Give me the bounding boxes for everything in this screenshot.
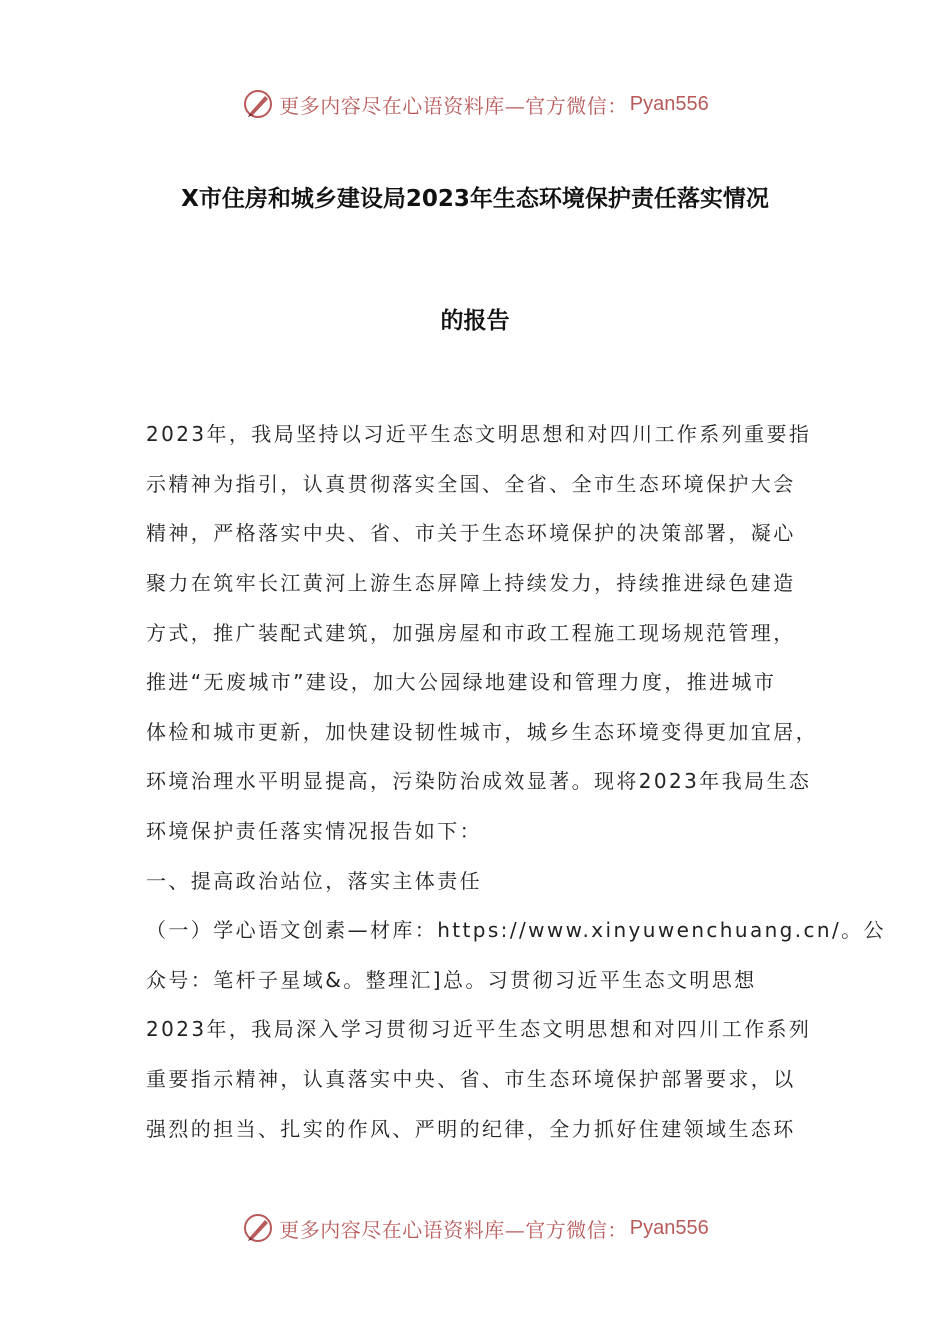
document-title-line-2: 的报告 bbox=[440, 308, 510, 334]
body-line: 环境治理水平明显提高，污染防治成效显著。现将2023年我局生态 bbox=[146, 769, 812, 793]
body-line: 重要指示精神，认真落实中央、省、市生态环境保护部署要求，以 bbox=[146, 1067, 796, 1091]
body-line: 众号：笔杆子星域&。整理汇]总。习贯彻习近平生态文明思想 bbox=[146, 968, 757, 992]
body-line: 体检和城市更新，加快建设韧性城市，城乡生态环境变得更加宜居， bbox=[146, 720, 818, 744]
footer-watermark bbox=[0, 1208, 950, 1248]
body-line: 环境保护责任落实情况报告如下： bbox=[146, 819, 482, 843]
watermark-wechat-id: Pyan556 bbox=[629, 1216, 709, 1239]
watermark-wechat-id: Pyan556 bbox=[629, 92, 709, 115]
document-title-line-1: X市住房和城乡建设局2023年生态环境保护责任落实情况 bbox=[181, 186, 769, 212]
header-watermark bbox=[0, 84, 950, 124]
pen-logo-icon bbox=[241, 87, 275, 121]
section-heading: 一、提高政治站位，落实主体责任 bbox=[146, 869, 482, 893]
body-line: 精神，严格落实中央、省、市关于生态环境保护的决策部署，凝心 bbox=[146, 521, 796, 545]
subsection-heading: （一）学心语文创素—材库：https://www.xinyuwenchuang.cn/。公 bbox=[146, 918, 886, 942]
body-line: 2023年，我局坚持以习近平生态文明思想和对四川工作系列重要指 bbox=[146, 422, 812, 446]
watermark-text: 更多内容尽在心语资料库—官方微信： bbox=[279, 1217, 628, 1242]
watermark-text: 更多内容尽在心语资料库—官方微信： bbox=[279, 93, 628, 118]
body-line: 聚力在筑牢长江黄河上游生态屏障上持续发力，持续推进绿色建造 bbox=[146, 571, 796, 595]
body-line: 强烈的担当、扎实的作风、严明的纪律，全力抓好住建领域生态环 bbox=[146, 1117, 796, 1141]
body-line: 示精神为指引，认真贯彻落实全国、全省、全市生态环境保护大会 bbox=[146, 472, 796, 496]
body-line: 2023年，我局深入学习贯彻习近平生态文明思想和对四川工作系列 bbox=[146, 1017, 812, 1041]
body-line: 方式，推广装配式建筑，加强房屋和市政工程施工现场规范管理， bbox=[146, 621, 796, 645]
body-line: 推进“无废城市”建设，加大公园绿地建设和管理力度，推进城市 bbox=[146, 670, 777, 694]
pen-logo-icon bbox=[241, 1211, 275, 1245]
